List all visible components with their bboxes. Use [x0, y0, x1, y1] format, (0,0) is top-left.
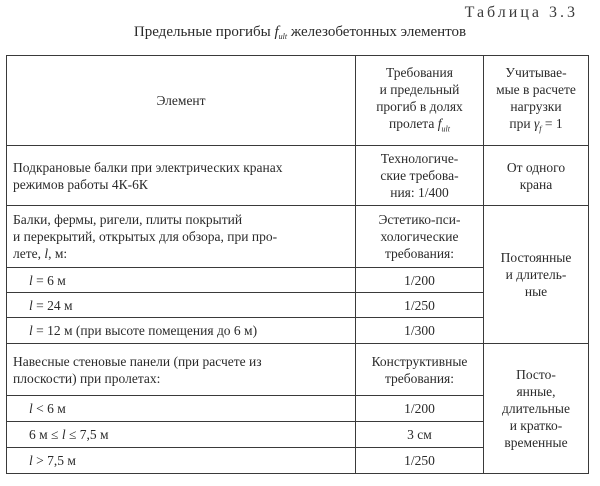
panels-span-3: l > 7,5 м: [7, 448, 356, 474]
panels-span-2-value: 3 см: [356, 422, 484, 448]
crane-beams-load: От одного крана: [484, 146, 589, 206]
beams-load: Постоянные и длитель- ные: [484, 206, 589, 344]
table-row: [7, 206, 589, 268]
panels-element: Навесные стеновые панели (при расчете из плоскости) при пролетах:: [7, 344, 356, 396]
beams-span-1-value: 1/200: [356, 268, 484, 293]
beams-span-1: l = 6 м: [7, 268, 356, 293]
panels-span-3-value: 1/250: [356, 448, 484, 474]
table-row: [7, 344, 589, 396]
title-symbol-sub: ult: [278, 32, 288, 41]
panels-span-2: 6 м ≤ l ≤ 7,5 м: [7, 422, 356, 448]
table-title: [0, 24, 600, 41]
title-before: Предельные прогибы: [133, 24, 275, 40]
panels-span-1-value: 1/200: [356, 396, 484, 422]
deflection-table: [6, 55, 589, 474]
table-number: Таблица 3.3: [464, 4, 578, 21]
crane-beams-element: Подкрановые балки при электрических кранах режимов работы 4К-6К: [7, 146, 356, 206]
beams-span-3-value: 1/300: [356, 318, 484, 344]
panels-span-1: l < 6 м: [7, 396, 356, 422]
title-after: железобетонных элементов: [287, 24, 467, 40]
header-element: Элемент: [7, 56, 356, 146]
beams-requirement: Эстетико-пси- хологические требования:: [356, 206, 484, 268]
beams-element: Балки, фермы, ригели, плиты покрытий и перекрытий, открытых для обзора, при про- лете, l, м:: [7, 206, 356, 268]
beams-span-2-value: 1/250: [356, 293, 484, 318]
table-row: [7, 146, 589, 206]
header-row: [7, 56, 589, 146]
panels-requirement: Конструктивные требования:: [356, 344, 484, 396]
beams-span-2: l = 24 м: [7, 293, 356, 318]
header-requirements: Требования и предельный прогиб в долях пролета $f_{ult}$: [356, 56, 484, 146]
crane-beams-requirement: Технологиче- ские требова- ния: 1/400: [356, 146, 484, 206]
header-loads: Учитывае- мые в расчете нагрузки при $\gamma_f = 1$: [484, 56, 589, 146]
panels-load: Посто- янные, длительные и кратко- временные: [484, 344, 589, 474]
beams-span-3: l = 12 м (при высоте помещения до 6 м): [7, 318, 356, 344]
title-symbol: f: [274, 24, 279, 40]
